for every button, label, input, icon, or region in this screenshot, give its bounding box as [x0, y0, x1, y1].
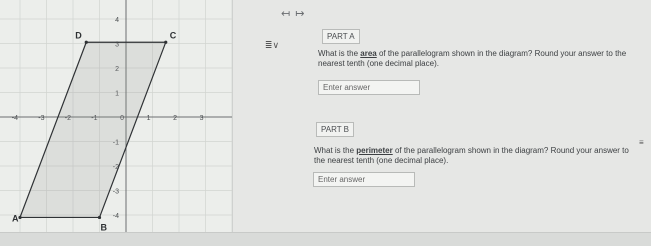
part-a-question-prefix: What is the — [318, 49, 361, 58]
y-tick-label: -3 — [112, 188, 119, 196]
redo-arrow-icon[interactable]: ↦ — [295, 8, 310, 20]
x-tick-label: -3 — [38, 115, 45, 122]
undo-arrow-icon[interactable]: ↤ — [281, 8, 296, 20]
equation-editor-button[interactable] — [261, 38, 283, 52]
coordinate-graph-panel — [0, 0, 232, 232]
vertex-point — [98, 216, 101, 219]
vertex-label-d: D — [75, 30, 82, 41]
coordinate-grid — [0, 0, 232, 232]
part-a-question — [318, 49, 640, 69]
part-b-answer-input[interactable] — [313, 172, 415, 187]
vertex-label-c: C — [169, 30, 177, 41]
undo-redo-controls — [281, 7, 309, 20]
x-tick-label: -4 — [11, 115, 18, 122]
vertex-label-a: A — [12, 213, 19, 224]
part-a-answer-input[interactable] — [318, 80, 420, 95]
x-tick-label: 3 — [199, 115, 204, 122]
part-b-question-suffix: of the parallelogram shown in the diagram? Round your answer to the nearest tenth (one decimal place). — [314, 146, 629, 165]
collapsed-tool-icon[interactable]: ≡ — [639, 138, 644, 147]
part-a-question-keyword: area — [360, 49, 377, 58]
part-a-question-suffix: of the parallelogram shown in the diagram? Round your answer to the nearest tenth (one decimal place). — [318, 49, 627, 68]
part-b-question-keyword: perimeter — [356, 146, 393, 155]
y-tick-label: -4 — [112, 213, 119, 220]
part-b-question-prefix: What is the — [314, 146, 357, 155]
y-tick-label: 4 — [115, 17, 119, 24]
bottom-bar — [0, 232, 651, 246]
x-tick-label: 1 — [146, 115, 151, 122]
panel-divider — [232, 0, 233, 232]
part-b-label: PART B — [316, 122, 354, 137]
part-b-question — [314, 146, 632, 166]
x-tick-label: 2 — [173, 115, 177, 122]
vertex-point — [164, 41, 167, 44]
parallelogram — [20, 42, 166, 217]
equation-editor-icon: ≣∨ — [264, 39, 280, 50]
vertex-point — [85, 41, 88, 44]
part-a-label: PART A — [322, 29, 360, 44]
vertex-label-b: B — [100, 222, 107, 233]
vertex-point — [18, 216, 21, 219]
